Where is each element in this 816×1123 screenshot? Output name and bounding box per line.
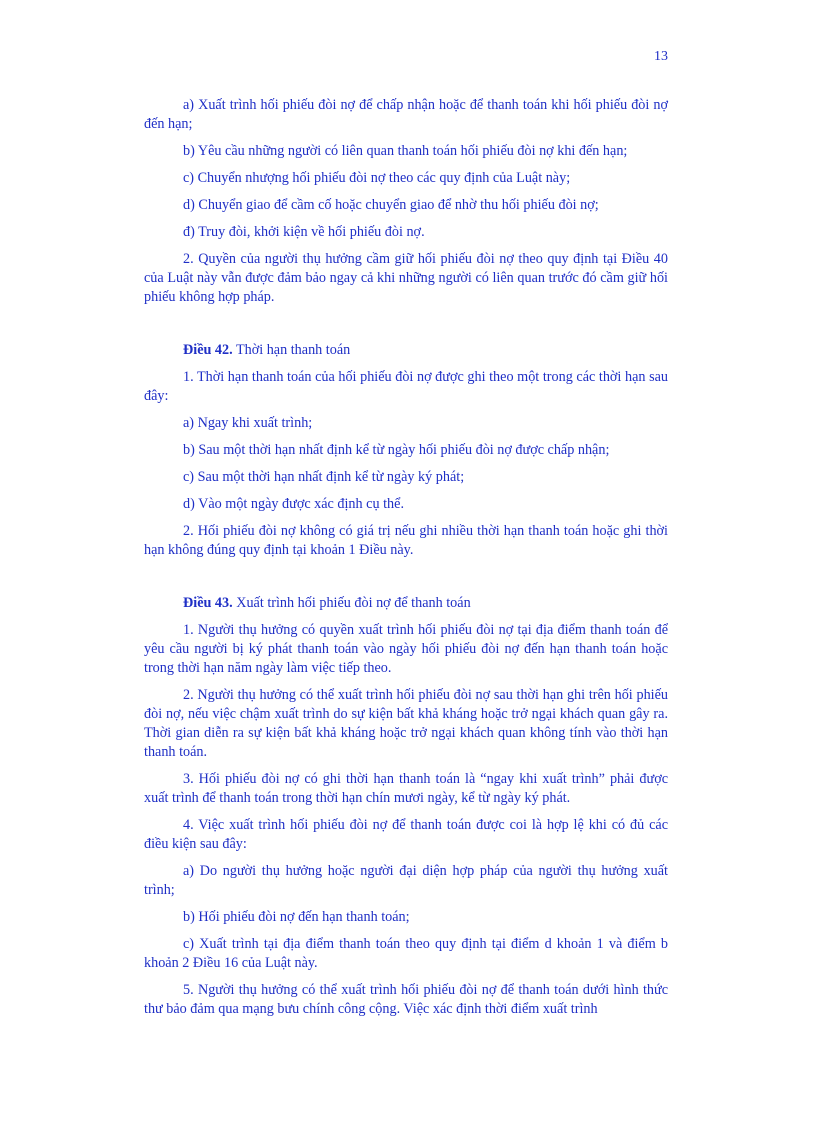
article-43-point-b: b) Hối phiếu đòi nợ đến hạn thanh toán; (183, 909, 410, 925)
article-43-point-c: c) Xuất trình tại địa điểm thanh toán theo quy định tại điểm d khoản 1 và điểm b khoản 2 Điều 16 của Luật này. (144, 936, 668, 971)
page-number: 13 (654, 49, 668, 64)
article-42-heading (144, 341, 668, 360)
article-43-heading (144, 594, 668, 613)
article-43-clause-4: 4. Việc xuất trình hối phiếu đòi nợ để thanh toán được coi là hợp lệ khi có đủ các điều kiện sau đây: (144, 817, 668, 852)
article-42-point-c: c) Sau một thời hạn nhất định kể từ ngày ký phát; (183, 469, 465, 485)
clause-d-pledge: d) Chuyển giao để cầm cố hoặc chuyển giao để nhờ thu hối phiếu đòi nợ; (183, 197, 599, 213)
page-content (144, 96, 668, 1027)
section-spacer (144, 568, 668, 594)
clause-b-request-payment: b) Yêu cầu những người có liên quan thanh toán hối phiếu đòi nợ khi đến hạn; (183, 143, 628, 159)
article-43-clause-2: 2. Người thụ hưởng có thể xuất trình hối phiếu đòi nợ sau thời hạn ghi trên hối phiếu đòi nợ, nếu việc chậm xuất trình do sự kiện bất khả kháng hoặc trở ngại khách quan gây ra. Thời gian diễn ra sự kiện bất khả kháng hoặc trở ngại khách quan không tính vào thời hạn thanh toán. (144, 687, 668, 760)
clause-dd-recourse: đ) Truy đòi, khởi kiện về hối phiếu đòi nợ. (183, 224, 425, 240)
article-42-point-a: a) Ngay khi xuất trình; (183, 415, 313, 431)
article-43-clause-1: 1. Người thụ hưởng có quyền xuất trình hối phiếu đòi nợ tại địa điểm thanh toán để yêu cầu người bị ký phát thanh toán vào ngày hối phiếu đòi nợ đến hạn thanh toán hoặc trong thời hạn năm ngày làm việc tiếp theo. (144, 622, 668, 676)
section-spacer (144, 315, 668, 341)
article-42-point-b: b) Sau một thời hạn nhất định kể từ ngày hối phiếu đòi nợ được chấp nhận; (183, 442, 610, 458)
article-43-title: Xuất trình hối phiếu đòi nợ để thanh toán (236, 595, 471, 611)
article-42-clause-2: 2. Hối phiếu đòi nợ không có giá trị nếu ghi nhiều thời hạn thanh toán hoặc ghi thời hạn không đúng quy định tại khoản 1 Điều này. (144, 523, 668, 558)
article-42-title: Thời hạn thanh toán (235, 342, 351, 358)
article-42-number: Điều 42. (183, 342, 233, 358)
article-43-clause-5: 5. Người thụ hưởng có thể xuất trình hối phiếu đòi nợ để thanh toán dưới hình thức thư bảo đảm qua mạng bưu chính công cộng. Việc xác định thời điểm xuất trình (144, 982, 668, 1017)
clause-a-present: a) Xuất trình hối phiếu đòi nợ để chấp nhận hoặc để thanh toán khi hối phiếu đòi nợ đến hạn; (144, 97, 668, 132)
article-43-point-a: a) Do người thụ hưởng hoặc người đại diện hợp pháp của người thụ hưởng xuất trình; (144, 863, 668, 898)
article-43-number: Điều 43. (183, 595, 233, 611)
article-42-point-d: d) Vào một ngày được xác định cụ thể. (183, 496, 404, 512)
article-43-clause-3: 3. Hối phiếu đòi nợ có ghi thời hạn thanh toán là “ngay khi xuất trình” phải được xuất trình để thanh toán trong thời hạn chín mươi ngày, kể từ ngày ký phát. (144, 771, 668, 806)
clause-2-rights: 2. Quyền của người thụ hưởng cầm giữ hối phiếu đòi nợ theo quy định tại Điều 40 của Luật này vẫn được đảm bảo ngay cả khi những người có liên quan trước đó cầm giữ hối phiếu không hợp pháp. (144, 251, 668, 305)
article-42-clause-1: 1. Thời hạn thanh toán của hối phiếu đòi nợ được ghi theo một trong các thời hạn sau đây: (144, 369, 668, 404)
clause-c-transfer: c) Chuyển nhượng hối phiếu đòi nợ theo các quy định của Luật này; (183, 170, 571, 186)
